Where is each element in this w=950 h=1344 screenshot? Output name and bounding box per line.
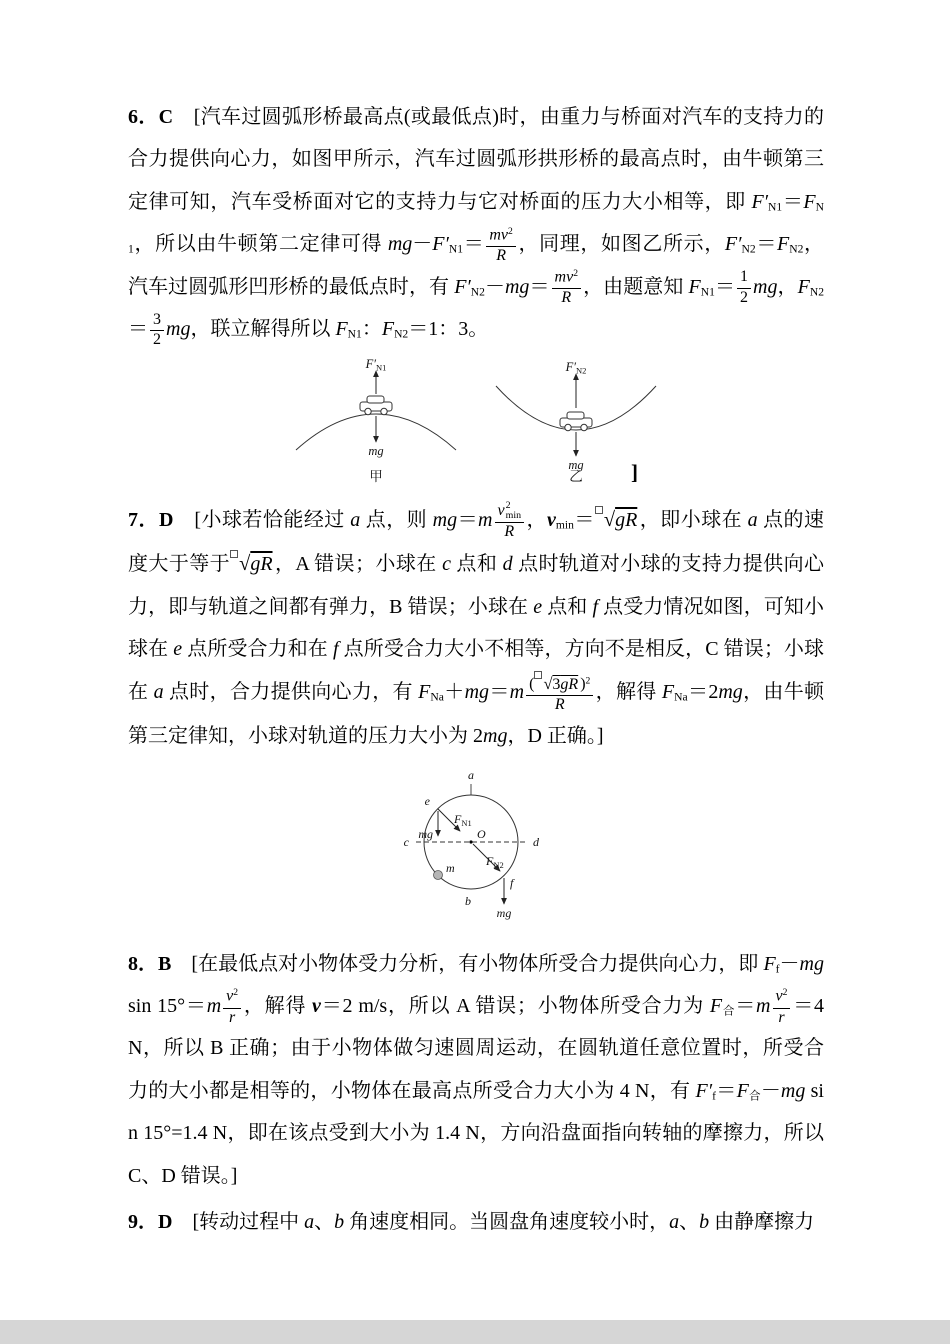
answer-paragraph-9: 9．D [转动过程中 a、b 角速度相同。当圆盘角速度较小时，a、b 由静摩擦力 [128,1211,815,1234]
car-icon [360,396,392,415]
page-bottom-strip [0,1320,950,1344]
answer-6-closing-bracket: ] [631,460,638,485]
force-fn2-label [485,854,504,870]
car-icon [560,412,592,431]
point-f-label: f [510,875,514,890]
center-o-label: O [477,826,486,841]
weight-mg-label: mg [568,458,584,473]
force-fn2-label [565,360,587,376]
force-fn1-label [453,812,472,828]
answer-paragraph-6: 6．C [汽车过圆弧形桥最高点(或最低点)时，由重力与桥面对汽车的支持力的合力提供向心力，如图甲所示，汽车过圆弧形拱形桥的最高点时，由牛顿第三定律可知，汽车受桥面对它的支持力与它对桥面的压力大小相等，即 $F'_{N1}=F_{N1}$，所以由牛顿第二定律可得 $mg-F'_{N1}=$ $\frac{mv^2}{R}$ ，同理，如图乙所示，$F'_{N2}=F_{N2}$，汽车过圆弧形凹形桥的最低点时，有 $F'_{N2}-mg=$ $\frac{mv^2}{R}$ ，由题意知 $F_{N1}=$ $\frac{1}{2}$ mg，$F_{N2}=$ $\frac{3}{2}$ mg，联立解得所以 $F_{N1}$：$F_{N2}=1$：3。 [128,106,825,349]
circle-diagram [376,764,576,926]
weight-mg-label-f: mg [496,905,512,920]
answer-paragraph-7: 7．D [小球若恰能经过 a 点，则 mg＝m v 2 min R ，$v_{min}= √gR$ ，即小球在 a 点的速度大于等于 √gR ，A 错误；小球在 c 点和 d 点时轨道对小球的支持力提供向心力，即与轨道之间都有弹力，B 错误；小球在 e 点和 f 点受力情况如图，可知小球在 e 点所受合力和在 f 点所受合力大小不相等，方向不是相反，C 错误；小球在 a 点时，合力提供向心力，有 $F_{Na}+mg=m$ $\frac{( √3gR )^2}{R}$ ，解得 $F_{Na}=2mg$，由牛顿第三定律知，小球对轨道的压力大小为 2mg，D 正确。] [128,500,825,748]
bridge-diagram [286,358,666,484]
weight-mg-label-e: mg [418,826,433,841]
weight-mg-label: mg [368,444,384,459]
point-e-label: e [424,793,430,808]
answer-paragraph-8: 8．B [在最低点对小物体受力分析，有小物体所受合力提供向心力，即 $F_f-mg$ sin 15°＝m $\frac{v^2}{r}$ ，解得 v＝2 m/s，所以 A 错误；小物体所受合力为 $F_合=m$ $\frac{v^2}{r}$ ＝4 N，所以 B 正确；由于小物体做匀速圆周运动，在圆轨道任意位置时，所受合力的大小都是相等的，小物体在最高点所受合力大小为 4 N，有 $F'_f=F_合-mg$ sin 15°=1.4 N，即在该点受到大小为 1.4 N，方向沿盘面指向转轴的摩擦力，所以 C、D 错误。] [128,952,824,1187]
convex-bridge-group [296,358,456,484]
point-a-label: a [468,767,474,782]
figure-bridge-forces [128,358,824,489]
force-fn2-main: F [486,853,494,868]
center-dot [469,840,472,843]
point-c-label: c [403,834,409,849]
force-fn2-sub: N2 [575,365,587,376]
force-fn1-label [365,358,387,373]
ball-m-label: m [446,860,455,875]
force-fn1-main: F′ [365,358,376,372]
point-b-label: b [465,893,471,908]
figure-circle-forces [128,764,824,931]
ball-icon [434,870,443,879]
force-fn1-main: F [454,811,462,826]
answers-content [128,96,824,1247]
force-fn2-sub: N2 [493,859,504,870]
force-fn2-main: F′ [565,360,576,375]
caption-jia: 甲 [369,469,383,485]
caption-yi: 乙 [569,469,583,485]
force-fn1-sub: N1 [461,817,472,828]
force-fn1-sub: N1 [375,362,387,373]
point-d-label: d [533,834,539,849]
